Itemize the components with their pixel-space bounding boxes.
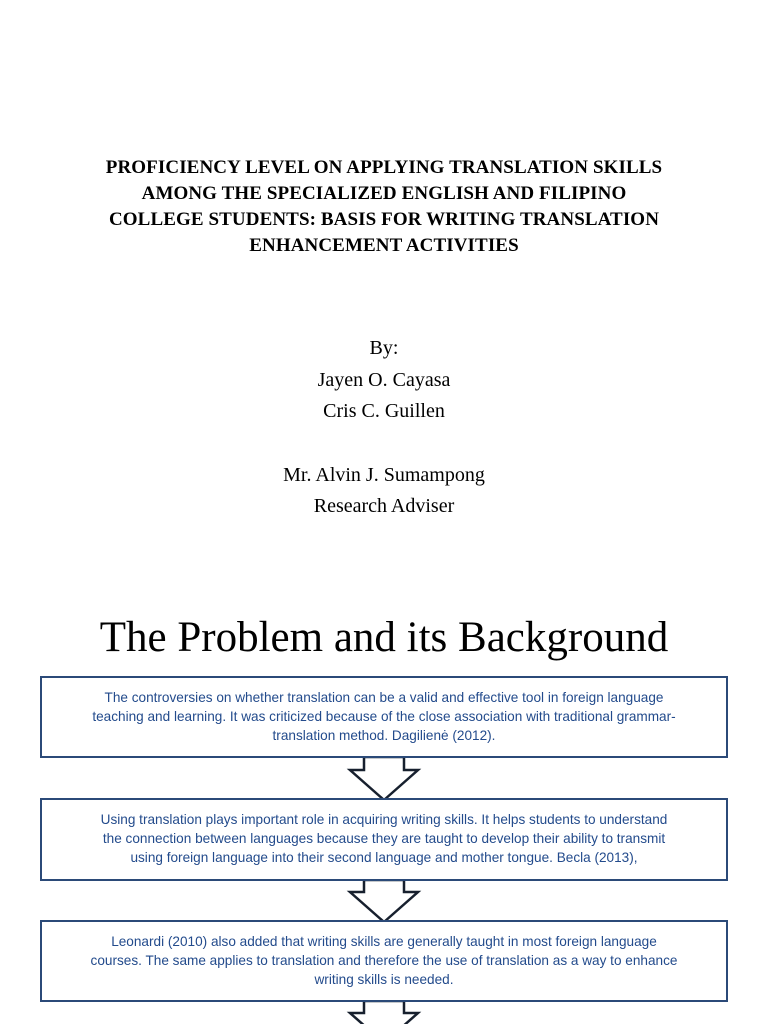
flow-text-line: The controversies on whether translation can be a valid and effective tool in foreign language xyxy=(104,690,664,705)
title-line: ENHANCEMENT ACTIVITIES xyxy=(249,235,519,256)
flow-text-line: using foreign language into their second language and mother tongue. Becla (2013), xyxy=(130,850,638,865)
title-line: PROFICIENCY LEVEL ON APPLYING TRANSLATION SKILLS xyxy=(105,157,663,178)
down-arrow-icon xyxy=(350,880,418,922)
section-heading: The Problem and its Background xyxy=(99,614,669,661)
title-line: AMONG THE SPECIALIZED ENGLISH AND FILIPINO xyxy=(141,183,627,204)
author-name: Cris C. Guillen xyxy=(323,400,445,422)
flow-text-line: the connection between languages because they are taught to develop their ability to transmit xyxy=(102,831,666,846)
title-line: COLLEGE STUDENTS: BASIS FOR WRITING TRANSLATION xyxy=(108,209,660,230)
flow-text-line: Using translation plays important role in acquiring writing skills. It helps students to understand xyxy=(100,812,668,827)
down-arrow-icon xyxy=(350,1001,418,1024)
flow-text-line: translation method. Dagilienė (2012). xyxy=(272,728,496,743)
flow-box-leonardi xyxy=(40,920,728,1002)
flow-text-line: teaching and learning. It was criticized because of the close association with traditional grammar- xyxy=(92,709,676,724)
adviser-name: Mr. Alvin J. Sumampong xyxy=(283,463,485,486)
adviser-role: Research Adviser xyxy=(313,495,455,517)
down-arrow-icon xyxy=(350,757,418,800)
flow-text-line: writing skills is needed. xyxy=(314,972,454,987)
flow-box-writing-skills xyxy=(40,798,728,881)
flow-text-line: courses. The same applies to translation and therefore the use of translation as a way to enhance xyxy=(90,953,678,968)
flow-text-line: Leonardi (2010) also added that writing skills are generally taught in most foreign language xyxy=(111,934,657,949)
by-label: By: xyxy=(369,337,399,359)
flow-box-controversies xyxy=(40,676,728,758)
author-name: Jayen O. Cayasa xyxy=(317,368,451,391)
